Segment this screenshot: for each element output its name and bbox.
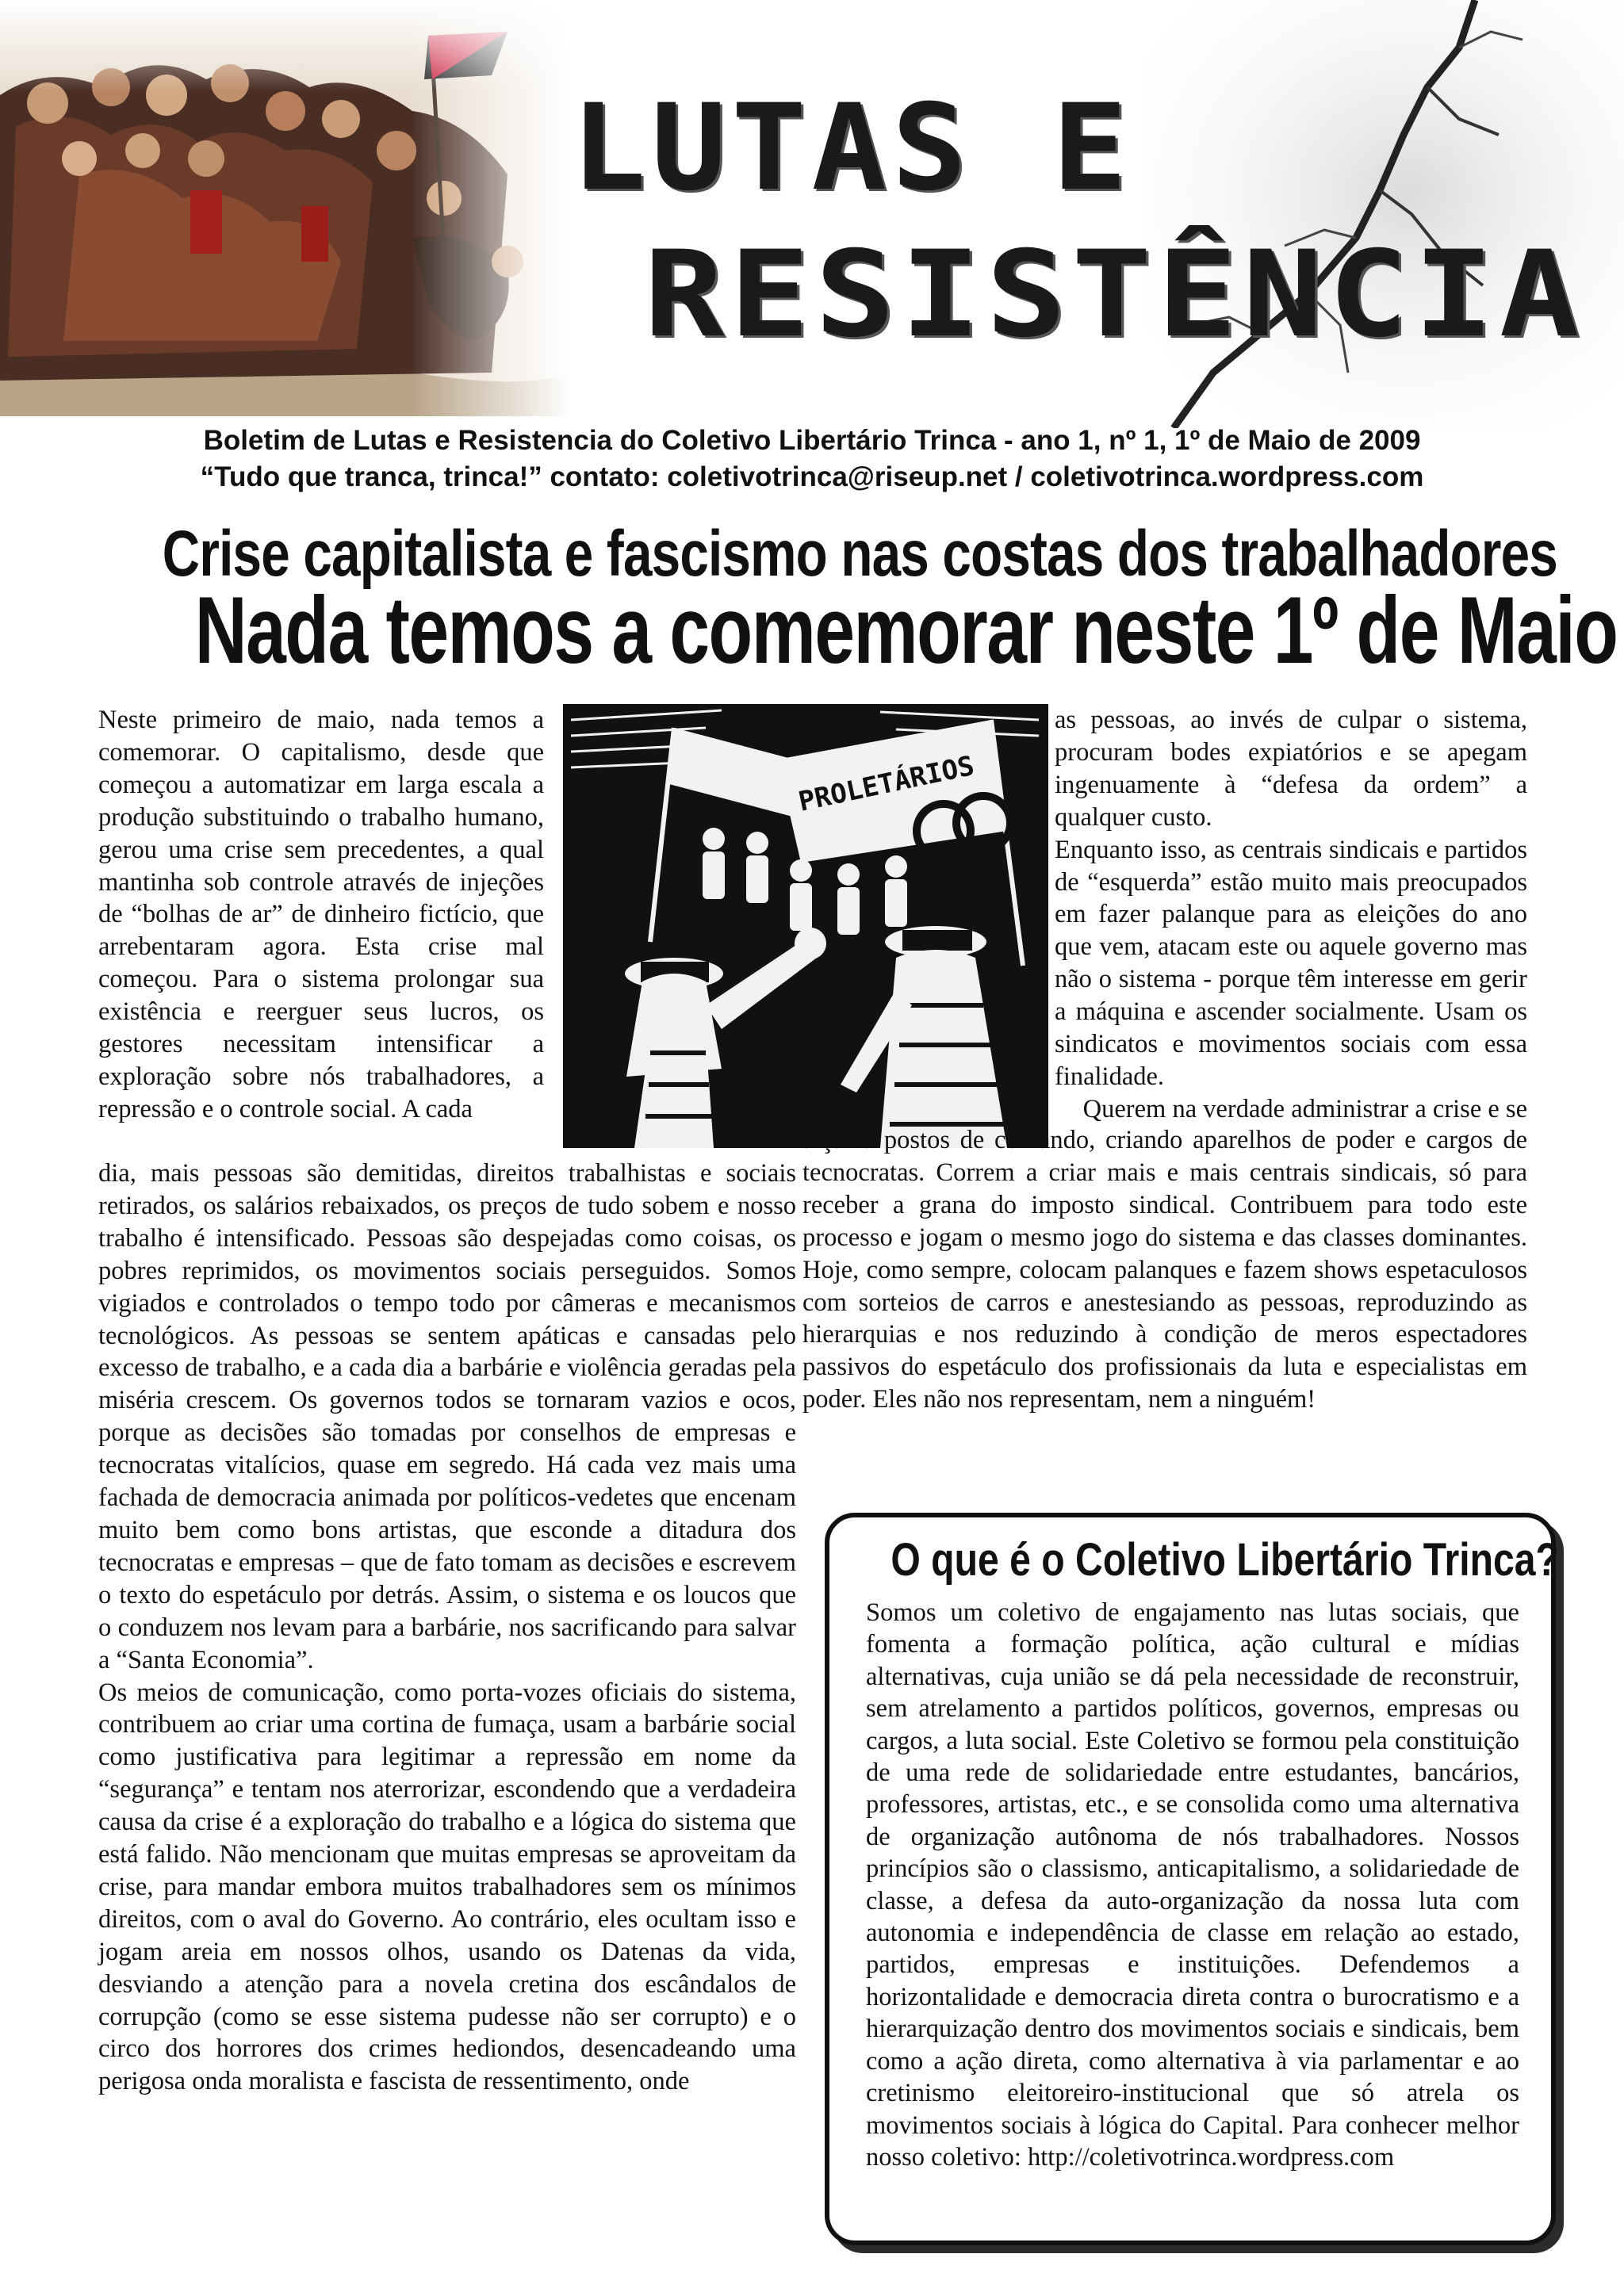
about-box-body: Somos um coletivo de engajamento nas lutas sociais, que fomenta a formação política, ação cultural e mídias alternativas, cuja união se dá pela necessidade de reconstruir, sem atrelamento a partidos políticos, governos, empresas ou cargos, a luta social. Este Coletivo se formou pela constituição de uma rede de solidariedade entre estudantes, bancários, professores, artistas, etc., e se consolida como uma alternativa de organização autônoma de nós trabalhadores. Nossos princípios são o classismo, anticapitalismo, a solidariedade de classe, a defesa da auto-organização da nossa luta com autonomia e independência de classe em relação ao estado, partidos, empresas e instituições. Defendemos a horizontalidade e democracia direta contra o burocratismo e a hierarquização dentro dos movimentos sociais e sindicais, bem como a ação direta, como alternativa à via parlamentar e ao cretinismo eleitoreiro-institucional que só atrela os movimentos sociais à lógica do Capital. Para conhecer melhor nosso coletivo: http://coletivotrinca.wordpress.com — [866, 1598, 1519, 2172]
about-collective-box — [825, 1513, 1559, 2245]
workers-march-woodcut-image — [563, 704, 1048, 1148]
masthead-subtitle-contact: “Tudo que tranca, trinca!” contato: coletivotrinca@riseup.net / coletivotrinca.wordpress.com — [200, 461, 1424, 492]
article-headline-kicker: Crise capitalista e fascismo nas costas dos trabalhadores — [162, 518, 1557, 590]
masthead-title-line1: LUTAS E — [571, 79, 1132, 217]
article-paragraph: Querem na verdade administrar a crise e se — [1082, 1094, 1527, 1123]
crowd-painting-image — [0, 0, 571, 416]
article-headline-main: Nada temos a comemorar neste 1º de Maio — [194, 577, 1618, 683]
about-box-title: O que é o Coletivo Libertário Trinca? — [891, 1534, 1559, 1586]
article-column-right-bottom — [802, 1124, 1527, 1416]
article-paragraph: Os meios de comunicação, como porta-vozes oficiais do sistema, contribuem ao criar uma cortina de fumaça, usam a barbárie social como justificativa para legitimar a repressão em nome da “segurança” e tentam nos aterrorizar, escondendo que a verdadeira causa da crise é a exploração do trabalho e a lógica do sistema que está falido. Não mencionam que muitas empresas se aproveitam da crise, para mandar embora muitos trabalhadores sem os mínimos direitos, com o aval do Governo. Ao contrário, eles ocultam isso e jogam areia em nossos olhos, usando os Datenas da vida, desviando a atenção para a novela cretina dos escândalos de corrupção (como se esse sistema pudesse não ser corrupto) e o circo dos horrores dos crimes hediondos, desencadeando uma perigosa onda moralista e fascista de ressentimento, onde — [98, 1678, 796, 2096]
woodcut-banner-text: PROLETÁRIOS — [795, 749, 978, 818]
article-paragraph: Enquanto isso, as centrais sindicais e partidos de “esquerda” estão muito mais preocupados em fazer palanque para as eleições do ano que vem, atacam este ou aquele governo mas não o sistema - porque têm interesse em gerir a máquina e ascender socialmente. Usam os sindicatos e movimentos sociais com essa finalidade. — [1055, 835, 1527, 1091]
article-paragraph: as pessoas, ao invés de culpar o sistema, procuram bodes expiatórios e se apegam ingenuamente à “defesa da ordem” a qualquer custo. — [1055, 706, 1527, 832]
article-paragraph: alçar a postos de comando, criando aparelhos de poder e cargos de tecnocratas. Correm a criar mais e mais centrais sindicais, só para receber a grana do imposto sindical. Contribuem para todo este processo e jogam o mesmo jogo do sistema e das classes dominantes. Hoje, como sempre, colocam palanques e fazem shows espetaculosos com sorteios de carros e anestesiando as pessoas, reproduzindo as hierarquias e nos reduzindo à condição de meros espectadores passivos do espetáculo dos profissionais da luta e especialistas em poder. Eles não nos representam, nem a ninguém! — [802, 1126, 1527, 1414]
wall-crack-image — [1142, 0, 1624, 428]
article-column-left-top — [98, 704, 544, 1126]
masthead-subtitle-issue: Boletim de Lutas e Resistencia do Coletivo Libertário Trinca - ano 1, nº 1, 1º de Maio de 2009 — [203, 425, 1421, 456]
article-paragraph: dia, mais pessoas são demitidas, direitos trabalhistas e sociais retirados, os salários rebaixados, os preços de tudo sobem e nosso trabalho é intensificado. Pessoas são despejadas como coisas, os pobres reprimidos, os movimentos sociais perseguidos. Somos vigiados e controlados o tempo todo por câmeras e mecanismos tecnológicos. As pessoas se sentem apáticas e cansadas pelo excesso de trabalho, e a cada dia a barbárie e violência geradas pela miséria crescem. Os governos todos se tornaram vazios e ocos, porque as decisões são tomadas por conselhos de empresas e tecnocratas vitalícios, quase em segredo. Há cada vez mais uma fachada de democracia animada por políticos-vedetes que encenam muito bem como bons artistas, que esconde a ditadura dos tecnocratas e empresas – que de fato tomam as decisões e escrevem o texto do espetáculo por detrás. Assim, o sistema e os loucos que o conduzem nos levam para a barbárie, nos sacrificando para salvar a “Santa Economia”. — [98, 1159, 796, 1674]
article-column-left-bottom — [98, 1158, 796, 2098]
masthead-title-line2: RESISTÊNCIA — [644, 226, 1585, 364]
article-column-right-top — [1055, 704, 1527, 1126]
article-paragraph: Neste primeiro de maio, nada temos a comemorar. O capitalismo, desde que começou a automatizar em larga escala a produção substituindo o trabalho humano, gerou uma crise sem precedentes, a qual mantinha sob controle através de injeções de “bolhas de ar” de dinheiro fictício, que arrebentaram agora. Esta crise mal começou. Para o sistema prolongar sua existência e reerguer seus lucros, os gestores necessitam intensificar a exploração sobre nós trabalhadores, a repressão e o controle social. A cada — [98, 706, 544, 1123]
